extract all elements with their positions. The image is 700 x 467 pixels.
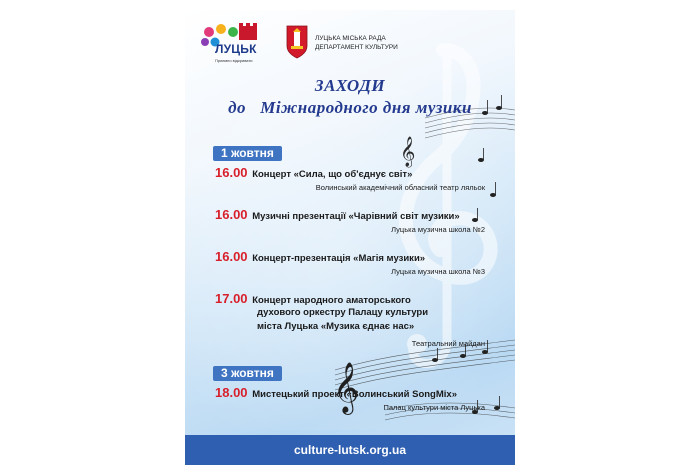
event-1-line-1: Концерт «Сила, що об'єднує світ»	[252, 169, 413, 180]
event-4-line-3: міста Луцька «Музика єднає нас»	[257, 321, 415, 332]
date-badge-day-1: 1 жовтня	[213, 146, 282, 161]
event-4-line-2: духового оркестру Палацу культури	[257, 307, 429, 318]
department-name	[315, 34, 398, 52]
city-tagline: Приємно відкривати	[215, 58, 253, 63]
poster-title-line-2: до Міжнародного дня музики	[228, 98, 472, 117]
event-5-time: 18.00	[215, 385, 248, 400]
event-1-venue: Волинський академічний обласний театр ляльок	[315, 183, 485, 192]
poster-title-line-1: ЗАХОДИ	[314, 76, 386, 95]
event-5-line-1: Мистецький проект «Волинський SongMix»	[252, 389, 457, 400]
event-3-time: 16.00	[215, 249, 248, 264]
event-3-line-1: Концерт-презентація «Магія музики»	[252, 253, 426, 264]
event-3-title	[215, 249, 425, 264]
event-3-venue: Луцька музична школа №3	[391, 267, 485, 276]
city-wordmark: ЛУЦЬК	[215, 42, 257, 56]
footer-url[interactable]: culture-lutsk.org.ua	[185, 435, 515, 465]
event-4-title	[215, 291, 411, 306]
coat-of-arms-icon	[285, 22, 309, 60]
event-1-title	[215, 165, 412, 180]
event-4-venue: Театральний майдан	[411, 339, 485, 348]
header-logos	[193, 20, 513, 66]
event-2-venue: Луцька музична школа №2	[391, 225, 485, 234]
bottom-clef-icon: 𝄞	[333, 362, 360, 413]
event-4-time: 17.00	[215, 291, 248, 306]
event-2-line-1: Музичні презентації «Чарівний світ музики»	[252, 211, 460, 222]
event-2-time: 16.00	[215, 207, 248, 222]
event-1-time: 16.00	[215, 165, 248, 180]
event-4-line-1: Концерт народного аматорського	[252, 295, 411, 306]
dept-line-1: ЛУЦЬКА МІСЬКА РАДА	[315, 35, 386, 42]
event-5-venue: Палац культури міста Луцька	[383, 403, 485, 412]
small-clef-icon: 𝄞	[400, 137, 416, 167]
event-poster	[185, 10, 515, 465]
event-2-title	[215, 207, 460, 222]
dept-line-2: ДЕПАРТАМЕНТ КУЛЬТУРИ	[315, 44, 398, 51]
event-5-title	[215, 385, 457, 400]
date-badge-day-2: 3 жовтня	[213, 366, 282, 381]
